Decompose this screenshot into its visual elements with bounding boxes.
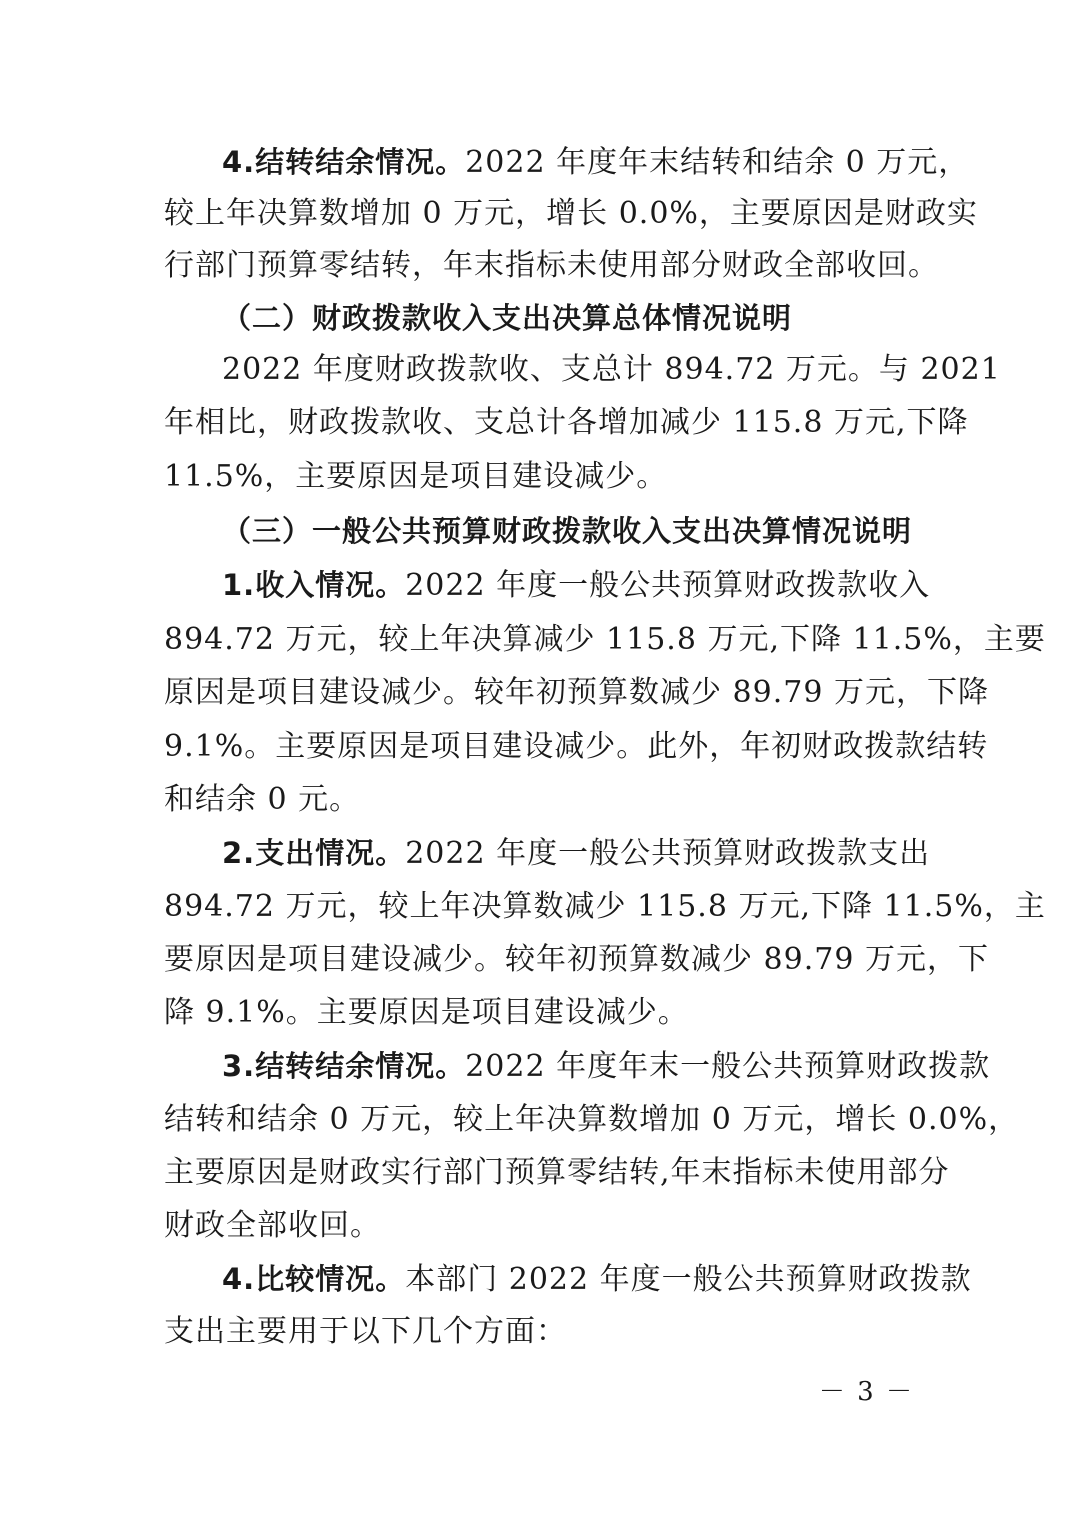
paragraph-line: 原因是项目建设减少。较年初预算数减少 89.79 万元，下降 [164,675,989,710]
paragraph-line: 主要原因是财政实行部门预算零结转,年末指标未使用部分 [164,1155,950,1190]
paragraph-line: 行部门预算零结转，年末指标未使用部分财政全部收回。 [164,248,939,283]
item-heading: 4.结转结余情况。 [222,145,466,179]
section-heading: （三）一般公共预算财政拨款收入支出决算情况说明 [222,514,913,548]
paragraph-line [222,556,931,614]
paragraph-line: 894.72 万元，较上年决算数减少 115.8 万元,下降 11.5%，主 [164,889,1046,924]
paragraph-line: 财政全部收回。 [164,1208,381,1243]
page-number: － 3 － [818,1377,914,1407]
paragraph-line: 9.1%。主要原因是项目建设减少。此外，年初财政拨款结转 [164,729,989,764]
paragraph-line: 11.5%，主要原因是项目建设减少。 [164,459,668,494]
paragraph-line: 降 9.1%。主要原因是项目建设减少。 [164,995,689,1030]
paragraph-line [222,824,931,882]
paragraph-line: 支出主要用于以下几个方面： [164,1314,567,1349]
item-heading: 3.结转结余情况。 [222,1049,466,1083]
paragraph-line: 结转和结余 0 万元，较上年决算数增加 0 万元，增长 0.0%， [164,1102,1020,1137]
item-heading: 4.比较情况。 [222,1262,406,1296]
paragraph-line [222,133,970,191]
paragraph-line: 较上年决算数增加 0 万元，增长 0.0%，主要原因是财政实 [164,196,978,231]
text-run: 2022 年度年末结转和结余 0 万元， [465,145,970,180]
text-run: 2022 年度年末一般公共预算财政拨款 [465,1049,991,1084]
section-heading: （二）财政拨款收入支出决算总体情况说明 [222,301,793,335]
paragraph-line [222,1250,972,1308]
text-run: 2022 年度一般公共预算财政拨款支出 [405,836,931,871]
paragraph-line: 894.72 万元，较上年决算减少 115.8 万元,下降 11.5%，主要 [164,622,1046,657]
item-heading: 2.支出情况。 [222,836,406,870]
item-heading: 1.收入情况。 [222,568,406,602]
paragraph-line: 和结余 0 元。 [164,782,361,817]
text-run: 2022 年度一般公共预算财政拨款收入 [405,568,931,603]
paragraph-line: 要原因是项目建设减少。较年初预算数减少 89.79 万元，下 [164,942,989,977]
text-run: 本部门 2022 年度一般公共预算财政拨款 [405,1262,972,1297]
paragraph-line [222,1037,991,1095]
paragraph-line: 年相比，财政拨款收、支总计各增加减少 115.8 万元,下降 [164,405,969,440]
paragraph-line: 2022 年度财政拨款收、支总计 894.72 万元。与 2021 [222,352,1001,387]
